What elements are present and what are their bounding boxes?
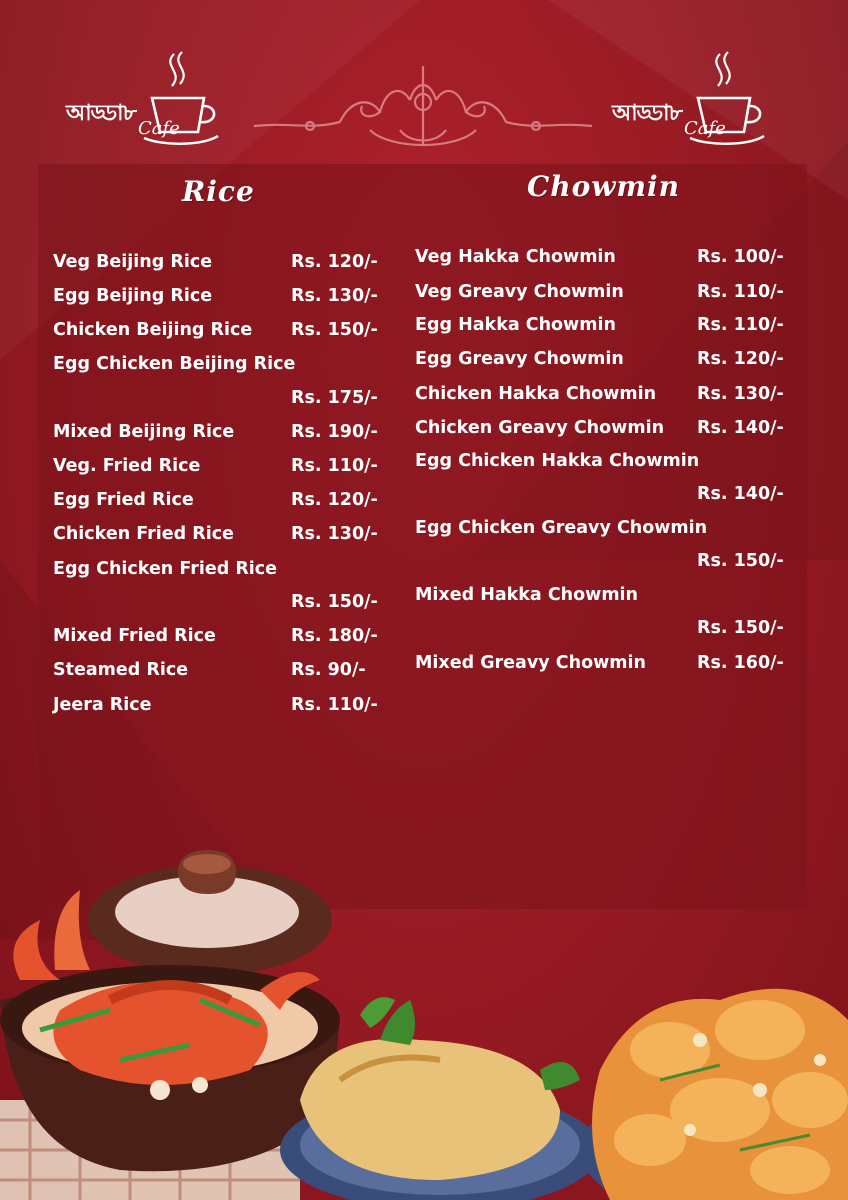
menu-item — [53, 283, 393, 309]
menu-item — [415, 312, 795, 338]
menu-item — [53, 249, 393, 275]
menu-item — [53, 521, 393, 547]
item-price: Rs. 90/- — [291, 660, 366, 680]
item-price: Rs. 190/- — [291, 422, 378, 442]
item-name: Veg Greavy Chowmin — [415, 282, 624, 302]
chowmin-section-title: Chowmin — [527, 170, 681, 203]
brand-cafe-text: Cafe — [684, 118, 726, 139]
pot-lid — [88, 850, 332, 975]
item-price: Rs. 120/- — [697, 349, 784, 369]
item-price: Rs. 110/- — [697, 282, 784, 302]
item-name: Chicken Hakka Chowmin — [415, 384, 657, 404]
item-price: Rs. 110/- — [697, 315, 784, 335]
menu-item — [53, 487, 393, 513]
menu-item — [53, 317, 393, 343]
menu-item — [53, 692, 393, 718]
item-price: Rs. 120/- — [291, 490, 378, 510]
item-name: Egg Fried Rice — [53, 490, 194, 510]
menu-item — [53, 351, 393, 408]
floral-ornament — [250, 60, 596, 150]
item-price: Rs. 175/- — [291, 388, 378, 408]
brand-name: আড্ডা৮ — [66, 101, 136, 126]
item-name: Egg Chicken Greavy Chowmin — [415, 518, 708, 538]
item-name: Egg Chicken Hakka Chowmin — [415, 451, 700, 471]
menu-item — [415, 415, 795, 441]
fried-chicken-plate — [580, 989, 848, 1200]
rice-section-title: Rice — [182, 175, 255, 208]
menu-item — [415, 515, 795, 571]
item-price: Rs. 150/- — [697, 551, 784, 571]
item-price: Rs. 140/- — [697, 484, 784, 504]
menu-item — [53, 623, 393, 649]
item-price: Rs. 110/- — [291, 456, 378, 476]
item-name: Jeera Rice — [53, 695, 152, 715]
item-price: Rs. 130/- — [291, 286, 378, 306]
cafe-logo — [608, 50, 768, 150]
item-price: Rs. 120/- — [291, 252, 378, 272]
cafe-logo — [62, 50, 222, 150]
menu-item — [415, 381, 795, 407]
item-price: Rs. 110/- — [291, 695, 378, 715]
item-name: Chicken Fried Rice — [53, 524, 234, 544]
item-price: Rs. 130/- — [291, 524, 378, 544]
item-name: Egg Beijing Rice — [53, 286, 213, 306]
item-name: Veg. Fried Rice — [53, 456, 201, 476]
item-name: Egg Hakka Chowmin — [415, 315, 616, 335]
item-name: Mixed Beijing Rice — [53, 422, 235, 442]
item-name: Mixed Fried Rice — [53, 626, 216, 646]
item-name: Chicken Beijing Rice — [53, 320, 253, 340]
menu-item — [53, 453, 393, 479]
brand-cafe-text: Cafe — [138, 118, 180, 139]
menu-item — [53, 556, 393, 612]
item-price: Rs. 180/- — [291, 626, 378, 646]
item-price: Rs. 140/- — [697, 418, 784, 438]
item-name: Mixed Greavy Chowmin — [415, 653, 646, 673]
item-name: Egg Chicken Fried Rice — [53, 559, 278, 579]
menu-item — [415, 650, 795, 676]
item-price: Rs. 150/- — [291, 592, 378, 612]
item-name: Veg Hakka Chowmin — [415, 247, 616, 267]
item-name: Mixed Hakka Chowmin — [415, 585, 639, 605]
item-name: Steamed Rice — [53, 660, 189, 680]
menu-item — [415, 346, 795, 372]
food-illustration — [0, 850, 848, 1200]
item-name: Egg Greavy Chowmin — [415, 349, 624, 369]
menu-item — [53, 657, 393, 683]
menu-item — [415, 582, 795, 638]
menu-item — [415, 448, 795, 504]
item-price: Rs. 150/- — [291, 320, 378, 340]
menu-item — [53, 419, 393, 445]
item-price: Rs. 100/- — [697, 247, 784, 267]
item-name: Chicken Greavy Chowmin — [415, 418, 665, 438]
item-price: Rs. 130/- — [697, 384, 784, 404]
item-price: Rs. 150/- — [697, 618, 784, 638]
brand-name: আড্ডা৮ — [612, 101, 682, 126]
menu-item — [415, 244, 795, 270]
item-name: Veg Beijing Rice — [53, 252, 213, 272]
menu-item — [415, 279, 795, 305]
menu-header — [0, 40, 848, 160]
item-price: Rs. 160/- — [697, 653, 784, 673]
item-name: Egg Chicken Beijing Rice — [53, 354, 296, 374]
